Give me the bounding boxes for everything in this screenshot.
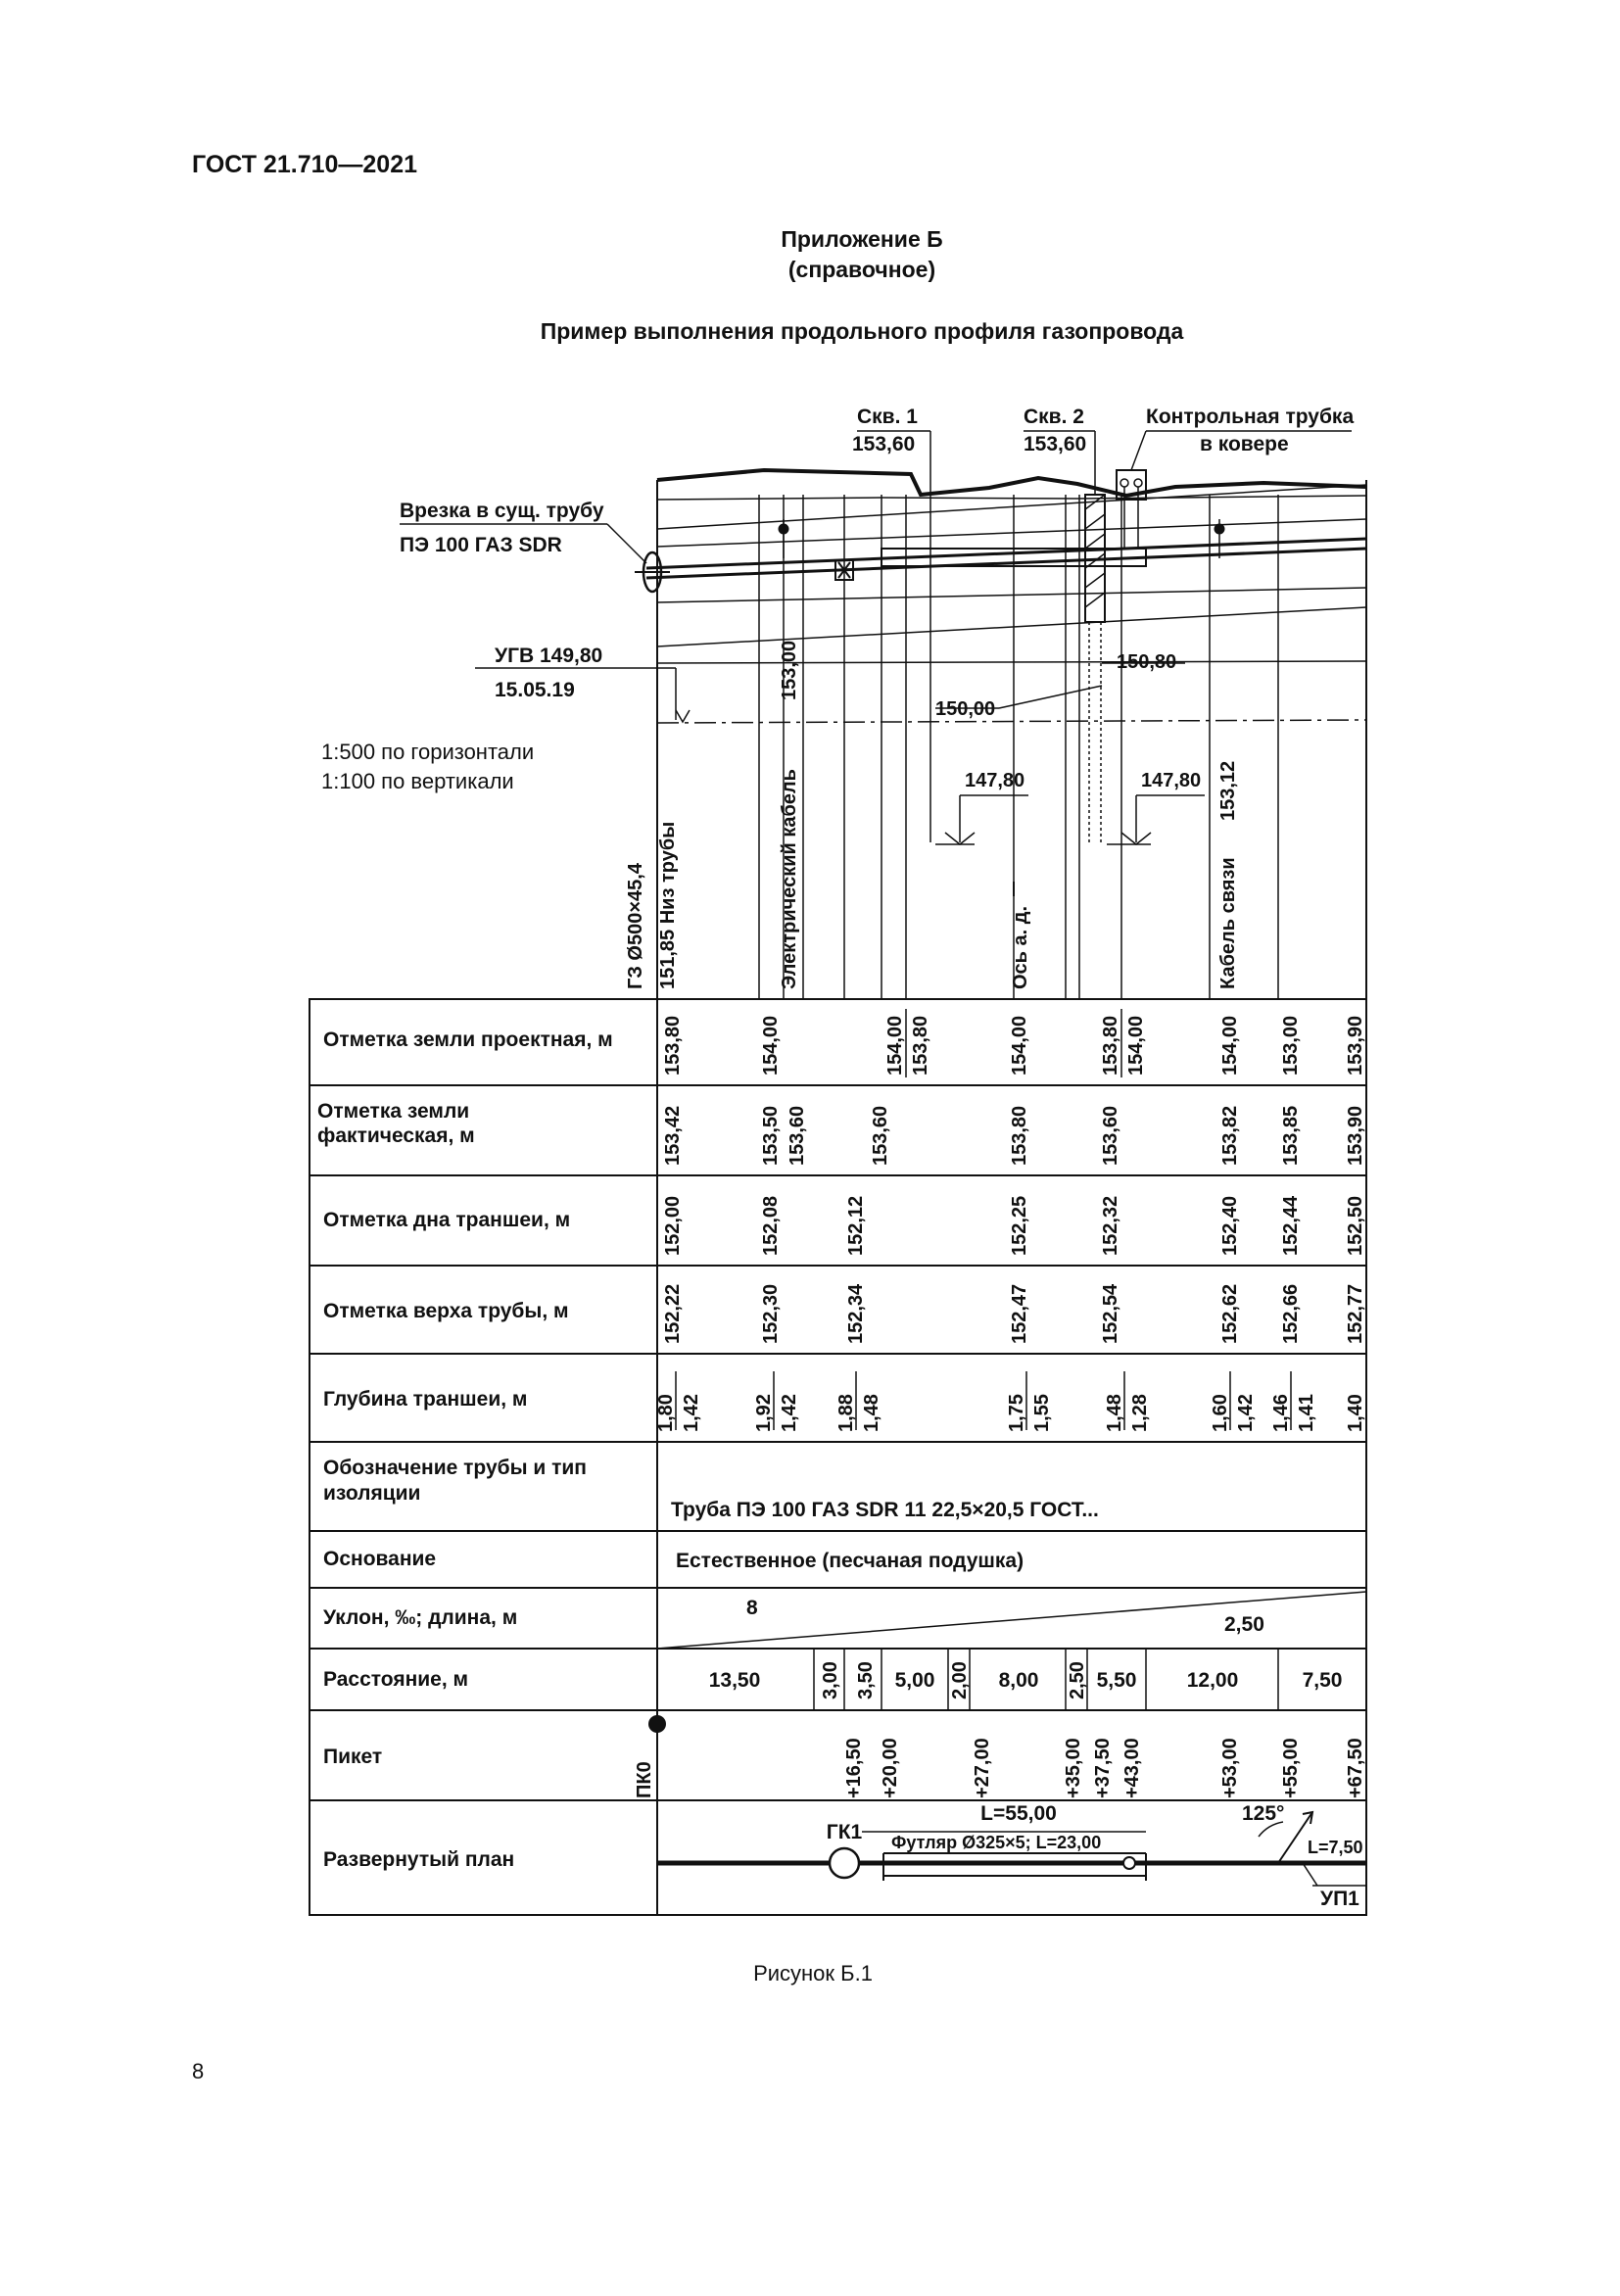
distance-8: 12,00 xyxy=(1186,1669,1239,1692)
ground-design-values xyxy=(662,1016,1366,1076)
figure-title: Пример выполнения продольного профиля газопровода xyxy=(540,318,1184,344)
appendix-note: (справочное) xyxy=(787,257,936,282)
picket-1: +16,50 xyxy=(843,1738,865,1798)
groundwater-date: 15.05.19 xyxy=(495,679,575,701)
ground-actual-values xyxy=(662,1106,1366,1166)
pipe-type-value: Труба ПЭ 100 ГАЗ SDR 11 22,5×20,5 ГОСТ... xyxy=(671,1499,1099,1521)
distance-2: 3,50 xyxy=(855,1661,877,1699)
row-trench-depth: Глубина траншеи, м xyxy=(323,1388,528,1411)
trench-depth-5: 1,48 xyxy=(861,1394,882,1432)
vlabel-electric: Электрический кабель xyxy=(779,769,800,989)
slope-value: 8 xyxy=(746,1597,758,1619)
ground-design-5: 153,80 xyxy=(1100,1015,1121,1076)
groundwater-label: УГВ 149,80 xyxy=(495,645,603,667)
ground-design-1: 154,00 xyxy=(760,1015,782,1076)
row-plan: Развернутый план xyxy=(323,1848,515,1871)
slope-length: 2,50 xyxy=(1224,1613,1264,1636)
trench-depth-4: 1,88 xyxy=(835,1394,857,1432)
scale-horizontal: 1:500 по горизонтали xyxy=(321,740,535,764)
ground-actual-0: 153,42 xyxy=(662,1105,684,1166)
ground-actual-8: 153,90 xyxy=(1345,1105,1366,1166)
trench-bottom-3: 152,25 xyxy=(1009,1195,1030,1256)
trench-depth-8: 1,48 xyxy=(1104,1394,1125,1432)
picket-6: +43,00 xyxy=(1121,1738,1143,1798)
trench-bottom-6: 152,44 xyxy=(1280,1195,1302,1256)
well-2-elev: 153,60 xyxy=(1024,433,1087,455)
ground-actual-5: 153,60 xyxy=(1100,1105,1121,1166)
pipe-top-4: 152,54 xyxy=(1100,1283,1121,1344)
mark-147-80-b: 147,80 xyxy=(1141,770,1202,791)
standard-header: ГОСТ 21.710—2021 xyxy=(192,151,418,178)
well-2-name: Скв. 2 xyxy=(1024,406,1084,428)
trench-depth-3: 1,42 xyxy=(779,1394,800,1432)
control-tube-label-1: Контрольная трубка xyxy=(1146,406,1355,428)
ground-design-8: 153,00 xyxy=(1280,1015,1302,1076)
ground-design-3: 153,80 xyxy=(910,1015,931,1076)
pipe-top-5: 152,62 xyxy=(1219,1283,1241,1344)
ground-design-9: 153,90 xyxy=(1345,1015,1366,1076)
scale-vertical: 1:100 по вертикали xyxy=(321,769,514,793)
row-ground-actual-1: Отметка земли xyxy=(317,1100,470,1123)
ground-design-2: 154,00 xyxy=(884,1015,906,1076)
row-ground-design: Отметка земли проектная, м xyxy=(323,1028,613,1051)
row-slope: Уклон, ‰; длина, м xyxy=(323,1606,518,1629)
pipe-top-1: 152,30 xyxy=(760,1283,782,1344)
trench-bottom-2: 152,12 xyxy=(845,1195,867,1256)
picket-3: +27,00 xyxy=(972,1738,993,1798)
distance-4: 2,00 xyxy=(949,1661,971,1699)
trench-bottom-1: 152,08 xyxy=(760,1195,782,1256)
distance-9: 7,50 xyxy=(1302,1669,1343,1692)
trench-depth-1: 1,42 xyxy=(681,1394,702,1432)
ground-actual-6: 153,82 xyxy=(1219,1105,1241,1166)
row-pipe-type-1: Обозначение трубы и тип xyxy=(323,1457,587,1479)
picket-7: +53,00 xyxy=(1219,1738,1241,1798)
picket-5: +37,50 xyxy=(1092,1738,1114,1798)
well-1-name: Скв. 1 xyxy=(857,406,918,428)
base-value: Естественное (песчаная подушка) xyxy=(676,1550,1024,1572)
trench-bottom-values xyxy=(662,1195,1366,1256)
plan-angle: 125° xyxy=(1242,1802,1285,1825)
distance-values xyxy=(709,1661,1343,1699)
picket-0: ПК0 xyxy=(634,1761,655,1798)
trench-bottom-4: 152,32 xyxy=(1100,1195,1121,1256)
pk0-marker xyxy=(648,1715,666,1733)
vlabel-comm-cable: Кабель связи xyxy=(1217,857,1239,989)
picket-values xyxy=(634,1738,1366,1798)
row-headers xyxy=(317,1028,613,1871)
mark-153-00: 153,00 xyxy=(779,640,800,700)
ground-actual-3: 153,60 xyxy=(870,1105,891,1166)
pipe-top-2: 152,34 xyxy=(845,1283,867,1344)
plan-gk1: ГК1 xyxy=(826,1821,863,1843)
figure-caption: Рисунок Б.1 xyxy=(753,1961,873,1985)
trench-depth-11: 1,42 xyxy=(1235,1394,1257,1432)
picket-4: +35,00 xyxy=(1063,1738,1084,1798)
mark-150-80: 150,80 xyxy=(1117,651,1177,673)
ground-design-4: 154,00 xyxy=(1009,1015,1030,1076)
picket-2: +20,00 xyxy=(880,1738,901,1798)
tie-in-label-1: Врезка в сущ. трубу xyxy=(400,500,604,522)
pipe-top-6: 152,66 xyxy=(1280,1283,1302,1344)
row-distance: Расстояние, м xyxy=(323,1668,469,1691)
vlabel-gz: ГЗ Ø500×45,4 xyxy=(625,863,646,989)
trench-depth-9: 1,28 xyxy=(1129,1394,1151,1432)
vlabel-bottom: 151,85 Низ трубы xyxy=(657,821,679,989)
ground-design-6: 154,00 xyxy=(1125,1015,1147,1076)
tie-in-label-2: ПЭ 100 ГАЗ SDR xyxy=(400,534,562,556)
distance-1: 3,00 xyxy=(820,1661,841,1699)
trench-depth-values xyxy=(655,1394,1366,1432)
control-tube-label-2: в ковере xyxy=(1200,433,1289,455)
pipe-top-3: 152,47 xyxy=(1009,1283,1030,1344)
ground-design-7: 154,00 xyxy=(1219,1015,1241,1076)
plan-length: L=55,00 xyxy=(980,1802,1057,1825)
mark-147-80-a: 147,80 xyxy=(965,770,1025,791)
pipe-top-0: 152,22 xyxy=(662,1283,684,1344)
picket-8: +55,00 xyxy=(1280,1738,1302,1798)
groundwater-line xyxy=(657,720,1366,723)
trench-bottom-5: 152,40 xyxy=(1219,1195,1241,1256)
trench-bottom-7: 152,50 xyxy=(1345,1195,1366,1256)
trench-depth-10: 1,60 xyxy=(1210,1394,1231,1432)
row-pipe-top: Отметка верха трубы, м xyxy=(323,1300,569,1322)
mark-153-12: 153,12 xyxy=(1217,760,1239,821)
plan-end-length: L=7,50 xyxy=(1308,1838,1363,1857)
ground-actual-4: 153,80 xyxy=(1009,1105,1030,1166)
picket-9: +67,50 xyxy=(1345,1738,1366,1798)
trench-depth-6: 1,75 xyxy=(1006,1394,1027,1432)
row-trench-bottom: Отметка дна траншеи, м xyxy=(323,1209,571,1231)
ground-actual-1: 153,50 xyxy=(760,1105,782,1166)
row-base: Основание xyxy=(323,1548,437,1570)
plan-casing: Футляр Ø325×5; L=23,00 xyxy=(891,1833,1102,1852)
vlabel-road-axis: Ось а. д. xyxy=(1010,905,1031,989)
trench-bottom-0: 152,00 xyxy=(662,1195,684,1256)
distance-6: 2,50 xyxy=(1067,1661,1088,1699)
ground-actual-7: 153,85 xyxy=(1280,1105,1302,1166)
gk1-well xyxy=(830,1848,859,1878)
row-ground-actual-2: фактическая, м xyxy=(317,1124,475,1147)
distance-5: 8,00 xyxy=(998,1669,1039,1692)
distance-0: 13,50 xyxy=(708,1669,761,1692)
ground-actual-2: 153,60 xyxy=(786,1105,808,1166)
row-picket: Пикет xyxy=(323,1746,383,1768)
distance-3: 5,00 xyxy=(894,1669,935,1692)
appendix-title: Приложение Б xyxy=(781,226,943,252)
distance-7: 5,50 xyxy=(1096,1669,1137,1692)
trench-depth-14: 1,40 xyxy=(1345,1394,1366,1432)
mark-150-00: 150,00 xyxy=(935,698,996,720)
trench-depth-12: 1,46 xyxy=(1270,1394,1292,1432)
trench-depth-13: 1,41 xyxy=(1296,1394,1317,1432)
pipe-top-values xyxy=(662,1283,1366,1344)
trench-depth-2: 1,92 xyxy=(753,1394,775,1432)
page-number: 8 xyxy=(192,2059,205,2083)
well-1-elev: 153,60 xyxy=(852,433,916,455)
pipe-top-7: 152,77 xyxy=(1345,1283,1366,1344)
trench-depth-0: 1,80 xyxy=(655,1394,677,1432)
row-pipe-type-2: изоляции xyxy=(323,1482,421,1505)
ground-design-0: 153,80 xyxy=(662,1015,684,1076)
trench-depth-7: 1,55 xyxy=(1031,1394,1053,1432)
plan-end-point: УП1 xyxy=(1320,1888,1359,1910)
